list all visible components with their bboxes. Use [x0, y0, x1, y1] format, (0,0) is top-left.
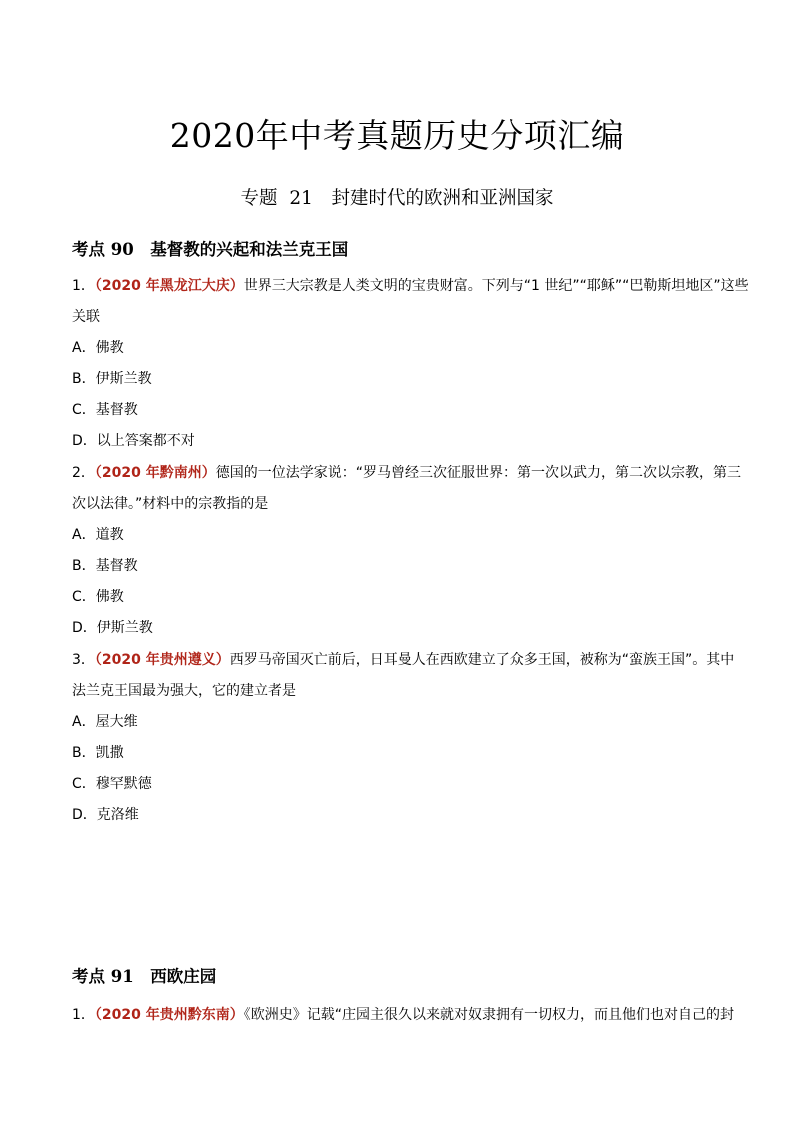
question-number: 3．: [72, 652, 95, 668]
question-3-option-a[interactable]: A．屋大维: [72, 714, 138, 730]
question-3-option-d[interactable]: D．克洛维: [72, 807, 139, 823]
question-source: （2020 年贵州黔东南）: [94, 1007, 244, 1023]
question-2-line-2: 次以法律。”材料中的宗教指的是: [72, 496, 269, 512]
document-title: 2020年中考真题历史分项汇编: [169, 116, 625, 155]
question-stem: 西罗马帝国灭亡前后，日耳曼人在西欧建立了众多王国，被称为“蛮族王国”。其中: [229, 652, 735, 668]
section-heading-90: 考点 90 基督教的兴起和法兰克王国: [72, 240, 349, 259]
question-1-option-a[interactable]: A．佛教: [72, 340, 124, 356]
question-3-option-c[interactable]: C．穆罕默德: [72, 776, 152, 792]
question-3-line-1: [72, 650, 735, 670]
question-number: 2．: [72, 465, 95, 481]
question-stem: 世界三大宗教是人类文明的宝贵财富。下列与“1 世纪”“耶稣”“巴勒斯坦地区”这些: [243, 278, 749, 294]
question-1-line-2: 关联: [72, 309, 100, 325]
question-3-option-b[interactable]: B．凯撒: [72, 745, 124, 761]
question-number: 1．: [72, 278, 95, 294]
question-source: （2020 年贵州遵义）: [94, 652, 230, 668]
document-subtitle: 专题 21 封建时代的欧洲和亚洲国家: [240, 188, 554, 209]
question-91-1-line-1: [72, 1005, 735, 1025]
question-2-line-1: [72, 463, 742, 483]
question-source: （2020 年黔南州）: [94, 465, 216, 481]
question-source: （2020 年黑龙江大庆）: [94, 278, 244, 294]
question-1-option-d[interactable]: D．以上答案都不对: [72, 433, 195, 449]
question-2-option-c[interactable]: C．佛教: [72, 589, 124, 605]
question-1-option-b[interactable]: B．伊斯兰教: [72, 371, 152, 387]
section-heading-91: 考点 91 西欧庄园: [72, 967, 217, 986]
question-stem: 《欧洲史》记载“庄园主很久以来就对奴隶拥有一切权力，而且他们也对自己的封: [243, 1007, 735, 1023]
question-3-line-2: 法兰克王国最为强大，它的建立者是: [72, 683, 296, 699]
question-2-option-a[interactable]: A．道教: [72, 527, 124, 543]
question-2-option-d[interactable]: D．伊斯兰教: [72, 620, 153, 636]
question-number: 1．: [72, 1007, 95, 1023]
question-2-option-b[interactable]: B．基督教: [72, 558, 138, 574]
question-1-option-c[interactable]: C．基督教: [72, 402, 138, 418]
question-stem: 德国的一位法学家说：“罗马曾经三次征服世界：第一次以武力，第二次以宗教，第三: [215, 465, 742, 481]
question-1-line-1: [72, 276, 749, 296]
